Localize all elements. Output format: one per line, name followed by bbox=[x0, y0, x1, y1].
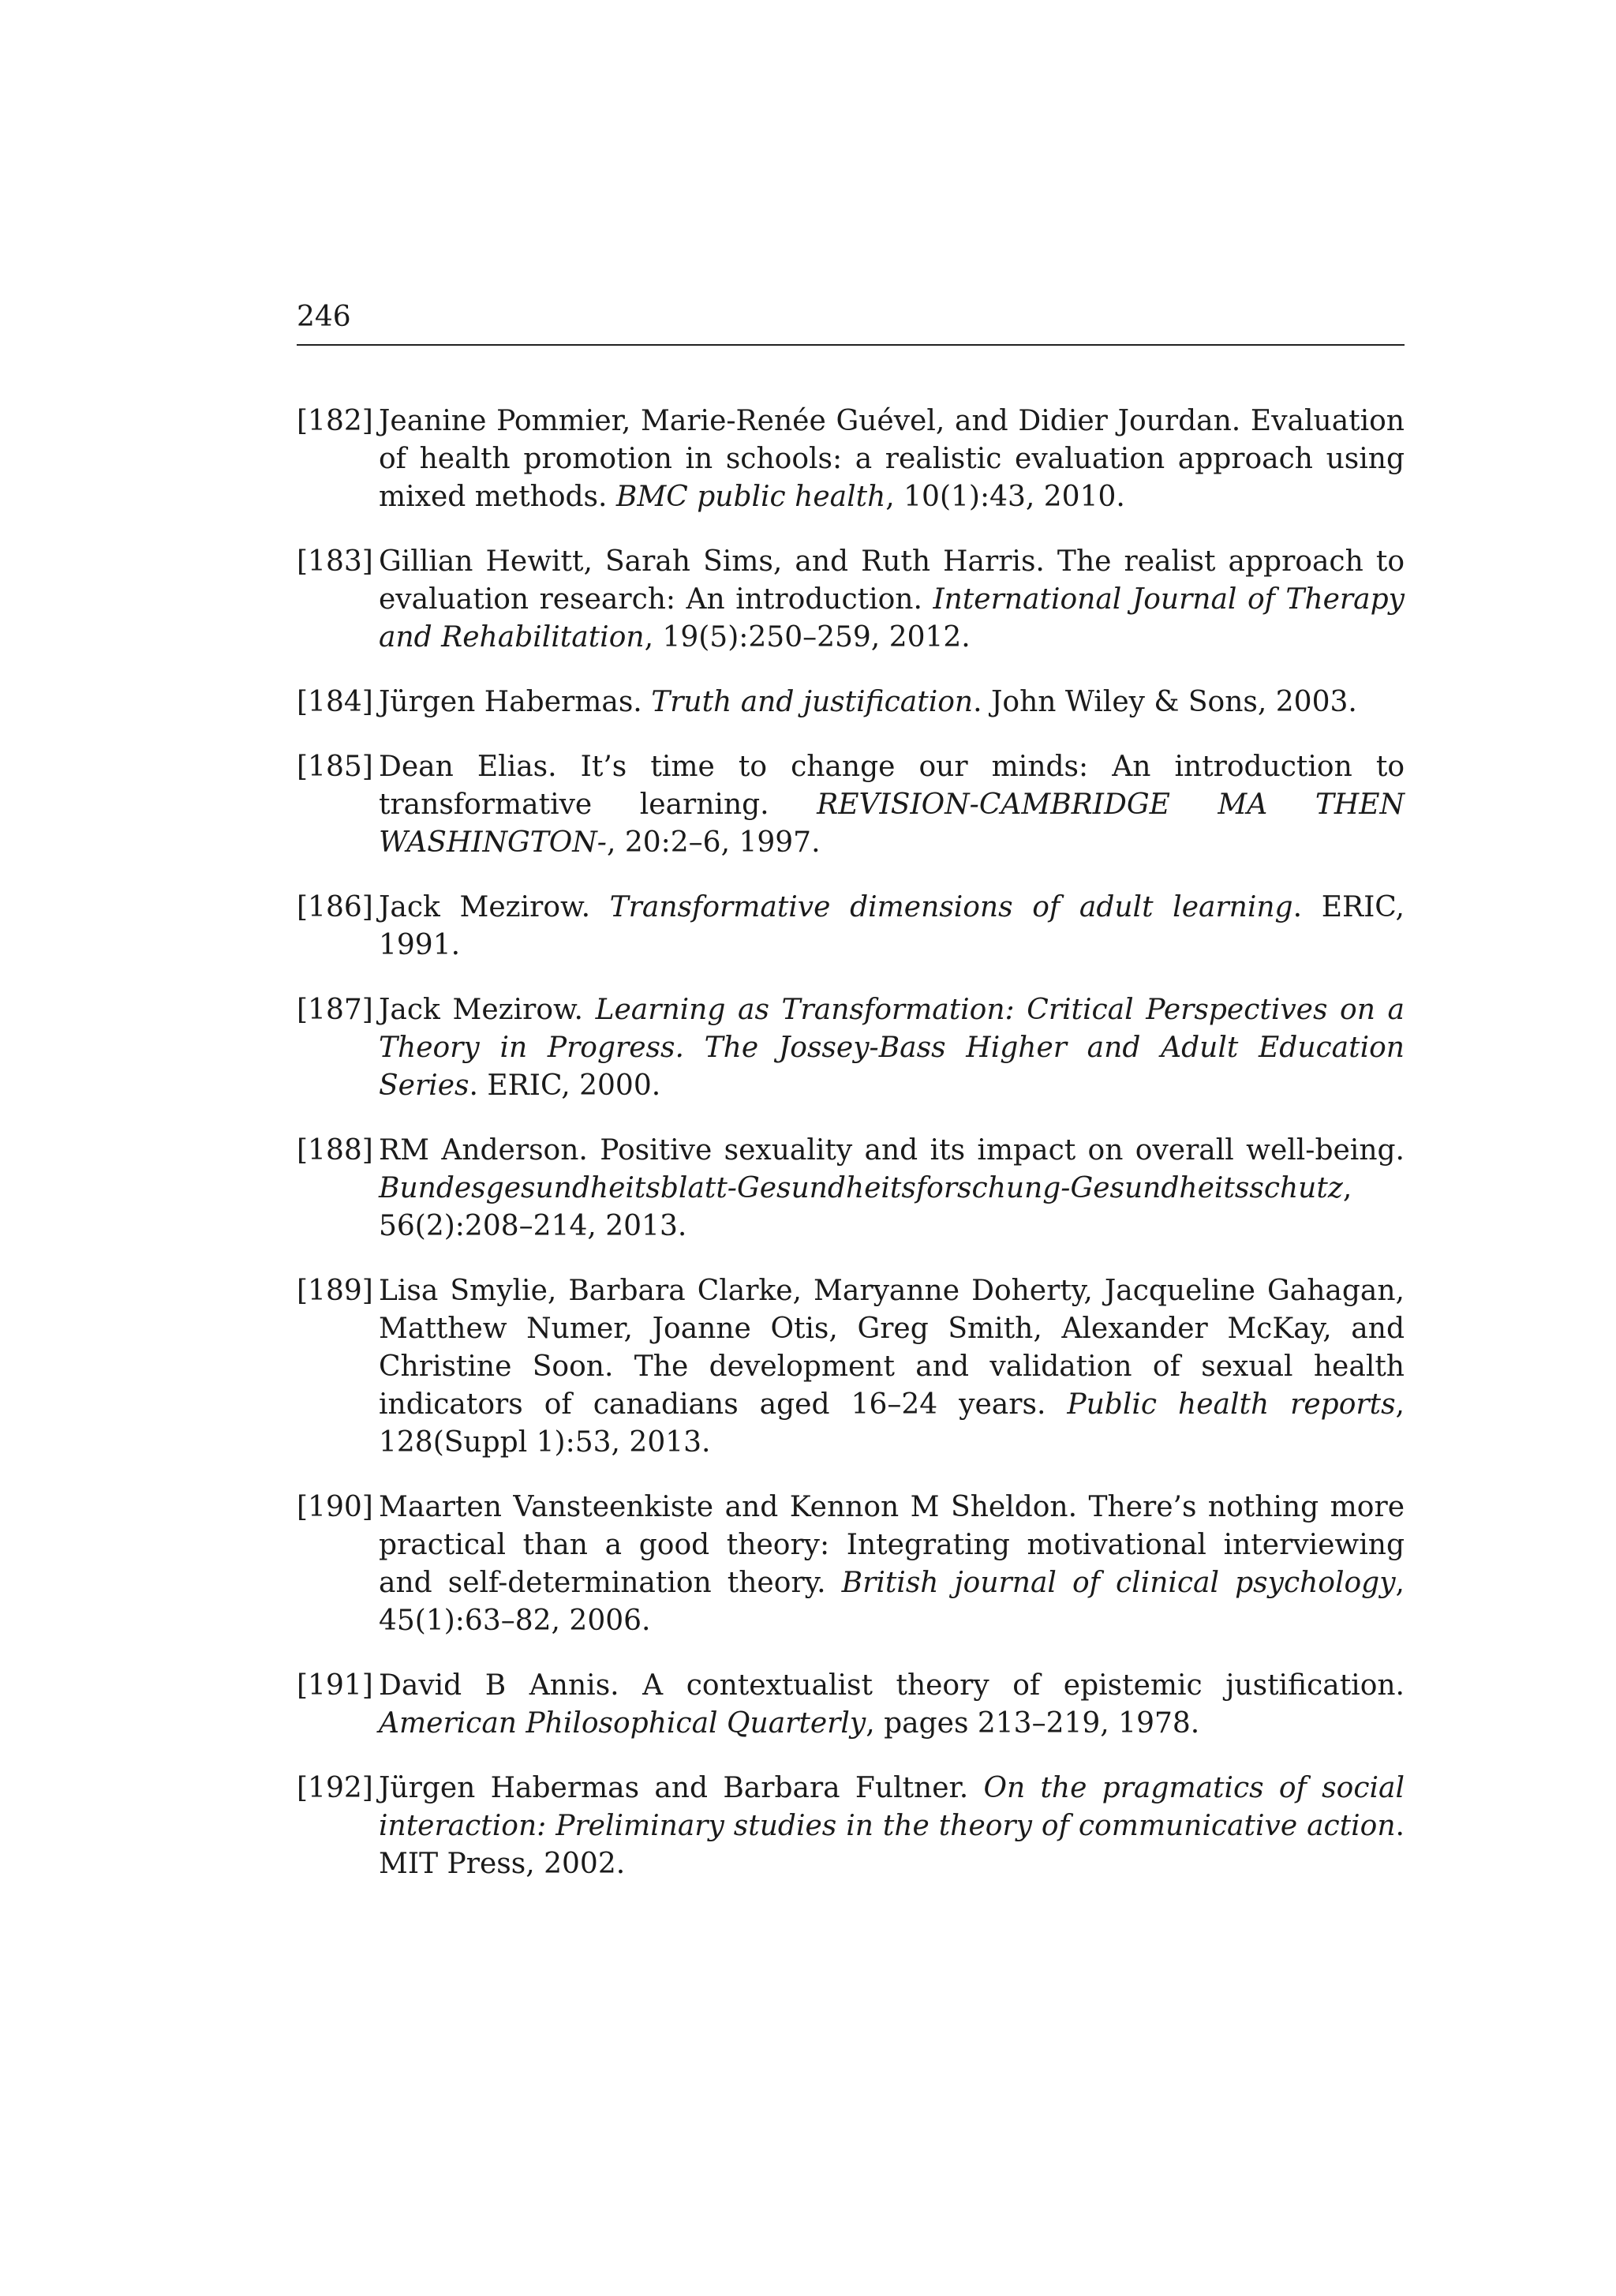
reference-item bbox=[297, 991, 1405, 1105]
reference-text bbox=[379, 1489, 1405, 1640]
reference-item bbox=[297, 543, 1405, 657]
reference-details: , 128(Suppl 1):53, 2013. bbox=[379, 1388, 1405, 1459]
reference-item bbox=[297, 1272, 1405, 1462]
reference-text bbox=[379, 543, 1405, 657]
reference-authors-title: RM Anderson. Positive sexuality and its impact on overall well-being. bbox=[379, 1134, 1405, 1167]
reference-text bbox=[379, 991, 1405, 1105]
reference-authors-title: Gillian Hewitt, Sarah Sims, and Ruth Harris. The realist approach to evaluation research: An introduction. bbox=[379, 545, 1405, 616]
reference-venue: Transformative dimensions of adult learning bbox=[609, 891, 1293, 923]
reference-number: [191] bbox=[297, 1669, 373, 1702]
reference-item bbox=[297, 1667, 1405, 1743]
reference-number: [187] bbox=[297, 994, 373, 1026]
reference-venue: Learning as Transformation: Critical Perspectives on a Theory in Progress. The Jossey-Bass Higher and Adult Education Series bbox=[379, 994, 1405, 1102]
reference-list bbox=[297, 403, 1405, 1910]
reference-text bbox=[379, 1770, 1405, 1883]
reference-item bbox=[297, 1132, 1405, 1245]
reference-item bbox=[297, 684, 1405, 721]
reference-number: [184] bbox=[297, 686, 373, 718]
reference-details: , pages 213–219, 1978. bbox=[866, 1707, 1200, 1740]
reference-authors-title: Dean Elias. It’s time to change our minds: An introduction to transformative learning. bbox=[379, 751, 1405, 821]
reference-details: , 10(1):43, 2010. bbox=[885, 481, 1125, 513]
reference-number: [183] bbox=[297, 545, 373, 578]
reference-authors-title: Jack Mezirow. bbox=[379, 891, 610, 923]
reference-authors-title: Jack Mezirow. bbox=[379, 994, 596, 1026]
reference-text bbox=[379, 748, 1405, 862]
reference-item bbox=[297, 1770, 1405, 1883]
reference-details: , 45(1):63–82, 2006. bbox=[379, 1567, 1405, 1637]
reference-number: [185] bbox=[297, 751, 373, 783]
reference-details: . John Wiley & Sons, 2003. bbox=[973, 686, 1357, 718]
reference-item bbox=[297, 748, 1405, 862]
reference-venue: International Journal of Therapy and Rehabilitation bbox=[379, 583, 1405, 654]
reference-number: [189] bbox=[297, 1275, 373, 1307]
reference-authors-title: Jeanine Pommier, Marie-Renée Guével, and Didier Jourdan. Evaluation of health promotion in schools: a realistic evaluation approach using mixed methods. bbox=[379, 405, 1405, 513]
reference-text bbox=[379, 1132, 1405, 1245]
reference-number: [186] bbox=[297, 891, 373, 923]
reference-authors-title: David B Annis. A contextualist theory of epistemic justification. bbox=[379, 1669, 1405, 1702]
reference-details: , 56(2):208–214, 2013. bbox=[379, 1172, 1352, 1242]
reference-text bbox=[379, 1667, 1405, 1743]
reference-details: , 20:2–6, 1997. bbox=[606, 826, 821, 859]
reference-details: . ERIC, 2000. bbox=[469, 1069, 661, 1102]
reference-authors-title: Jürgen Habermas and Barbara Fultner. bbox=[379, 1772, 984, 1804]
reference-details: , 19(5):250–259, 2012. bbox=[644, 621, 971, 654]
page-header bbox=[297, 300, 1405, 346]
reference-details: . MIT Press, 2002. bbox=[379, 1810, 1405, 1880]
reference-authors-title: Lisa Smylie, Barbara Clarke, Maryanne Doherty, Jacqueline Gahagan, Matthew Numer, Joanne Otis, Greg Smith, Alexander McKay, and Christine Soon. The development and validation of sexual health indicators of canadians aged 16–24 years. bbox=[379, 1275, 1405, 1421]
reference-authors-title: Maarten Vansteenkiste and Kennon M Sheldon. There’s nothing more practical than a good theory: Integrating motivational interviewing and self-determination theory. bbox=[379, 1491, 1405, 1599]
reference-venue: Truth and justification bbox=[651, 686, 974, 718]
reference-venue: American Philosophical Quarterly bbox=[379, 1707, 866, 1740]
reference-item bbox=[297, 889, 1405, 964]
reference-text bbox=[379, 684, 1405, 721]
reference-venue: On the pragmatics of social interaction: Preliminary studies in the theory of communicative action bbox=[379, 1772, 1405, 1842]
reference-details: . ERIC, 1991. bbox=[379, 891, 1405, 961]
page-number: 246 bbox=[297, 301, 351, 333]
reference-text bbox=[379, 403, 1405, 516]
reference-text bbox=[379, 1272, 1405, 1462]
reference-number: [182] bbox=[297, 405, 373, 437]
reference-text bbox=[379, 889, 1405, 964]
reference-venue: REVISION-CAMBRIDGE MA THEN WASHINGTON- bbox=[379, 788, 1405, 859]
reference-venue: Public health reports bbox=[1067, 1388, 1396, 1421]
reference-number: [188] bbox=[297, 1134, 373, 1167]
reference-number: [190] bbox=[297, 1491, 373, 1523]
reference-venue: BMC public health bbox=[615, 481, 886, 513]
reference-item bbox=[297, 403, 1405, 516]
reference-venue: Bundesgesundheitsblatt-Gesundheitsforschung-Gesundheitsschutz bbox=[379, 1172, 1343, 1204]
reference-authors-title: Jürgen Habermas. bbox=[379, 686, 652, 718]
reference-item bbox=[297, 1489, 1405, 1640]
reference-number: [192] bbox=[297, 1772, 373, 1804]
reference-venue: British journal of clinical psychology bbox=[841, 1567, 1396, 1599]
